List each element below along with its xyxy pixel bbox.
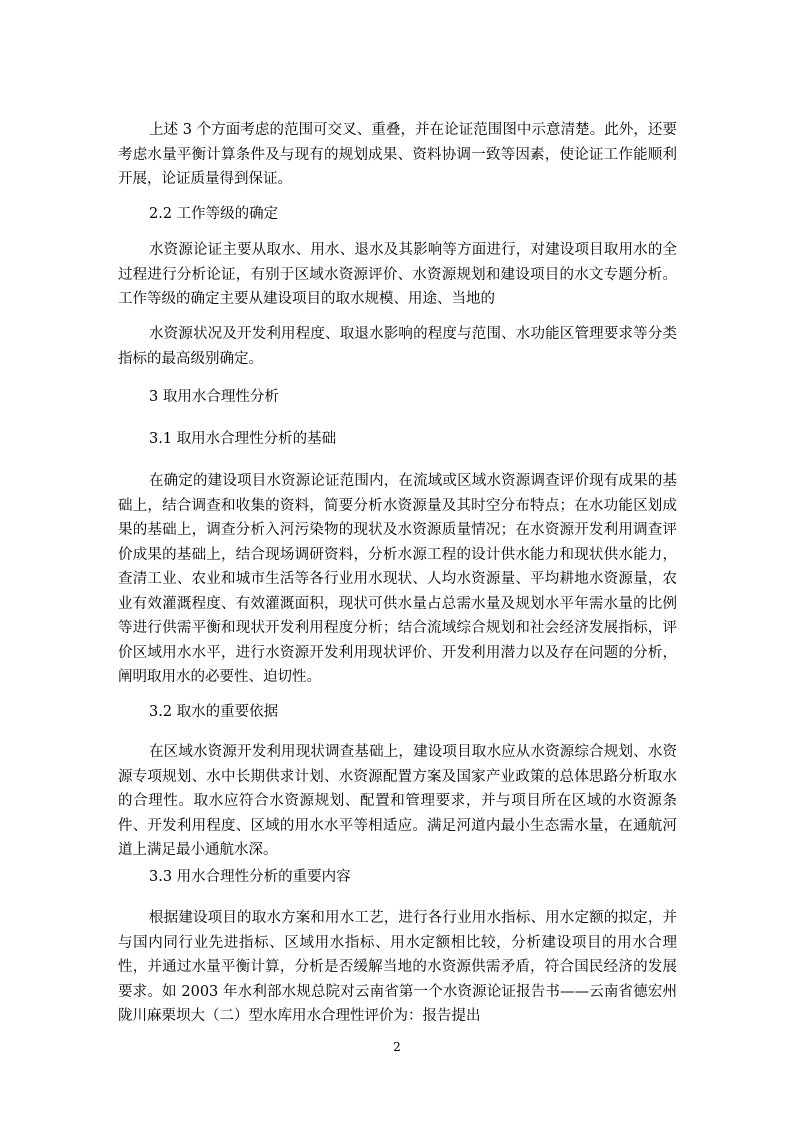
paragraph-work-level-cont: 水资源状况及开发利用程度、取退水影响的程度与范围、水功能区管理要求等分类指标的最高级别确定。 bbox=[118, 326, 677, 367]
section-heading-3: 3 取用水合理性分析 bbox=[149, 389, 279, 405]
page-number: 2 bbox=[393, 1040, 401, 1054]
section-heading-3-2: 3.2 取水的重要依据 bbox=[149, 704, 279, 720]
paragraph-intake-basis: 在区域水资源开发利用现状调查基础上，建设项目取水应从水资源综合规划、水资源专项规划、水中长期供求计划、水资源配置方案及国家产业政策的总体思路分析取水的合理性。取水应符合水资源规划、配置和管理要求，并与项目所在区域的水资源条件、开发利用程度、区域的用水水平等相适应。满足河道内最小生态需水量，在通航河道上满足最小通航水深。 bbox=[118, 744, 677, 858]
section-heading-2-2: 2.2 工作等级的确定 bbox=[149, 206, 279, 222]
paragraph-basis: 在确定的建设项目水资源论证范围内，在流域或区域水资源调查评价现有成果的基础上，结合调查和收集的资料，简要分析水资源量及其时空分布特点；在水功能区划成果的基础上，调查分析入河污染物的现状及水资源质量情况；在水资源开发利用调查评价成果的基础上，结合现场调研资料，分析水源工程的设计供水能力和现状供水能力，查清工业、农业和城市生活等各行业用水现状、人均水资源量、平均耕地水资源量，农业有效灌溉程度、有效灌溉面积，现状可供水量占总需水量及规划水平年需水量的比例等进行供需平衡和现状开发利用程度分析；结合流域综合规划和社会经济发展指标，评价区域用水水平，进行水资源开发利用现状评价、开发利用潜力以及存在问题的分析，阐明取用水的必要性、迫切性。 bbox=[118, 473, 677, 685]
paragraph-work-level: 水资源论证主要从取水、用水、退水及其影响等方面进行，对建设项目取用水的全过程进行分析论证，有别于区域水资源评价、水资源规划和建设项目的水文专题分析。工作等级的确定主要从建设项目的取水规模、用途、当地的 bbox=[118, 242, 677, 307]
section-heading-3-1: 3.1 取用水合理性分析的基础 bbox=[149, 431, 337, 447]
paragraph-usage-content: 根据建设项目的取水方案和用水工艺，进行各行业用水指标、用水定额的拟定，并与国内同行业先进指标、区域用水指标、用水定额相比较，分析建设项目的用水合理性，并通过水量平衡计算，分析是否缓解当地的水资源供需矛盾，符合国民经济的发展要求。如 2003 年水利部水规总院对云南省第一个水资源论证报告书——云南省德宏州陇川麻栗坝大（二）型水库用水合理性评价为：报告提出 bbox=[118, 910, 677, 1024]
section-heading-3-3: 3.3 用水合理性分析的重要内容 bbox=[149, 869, 351, 885]
paragraph-intro: 上述 3 个方面考虑的范围可交叉、重叠，并在论证范围图中示意清楚。此外，还要考虑水量平衡计算条件及与现有的规划成果、资料协调一致等因素，使论证工作能顺利开展，论证质量得到保证。 bbox=[118, 122, 677, 187]
